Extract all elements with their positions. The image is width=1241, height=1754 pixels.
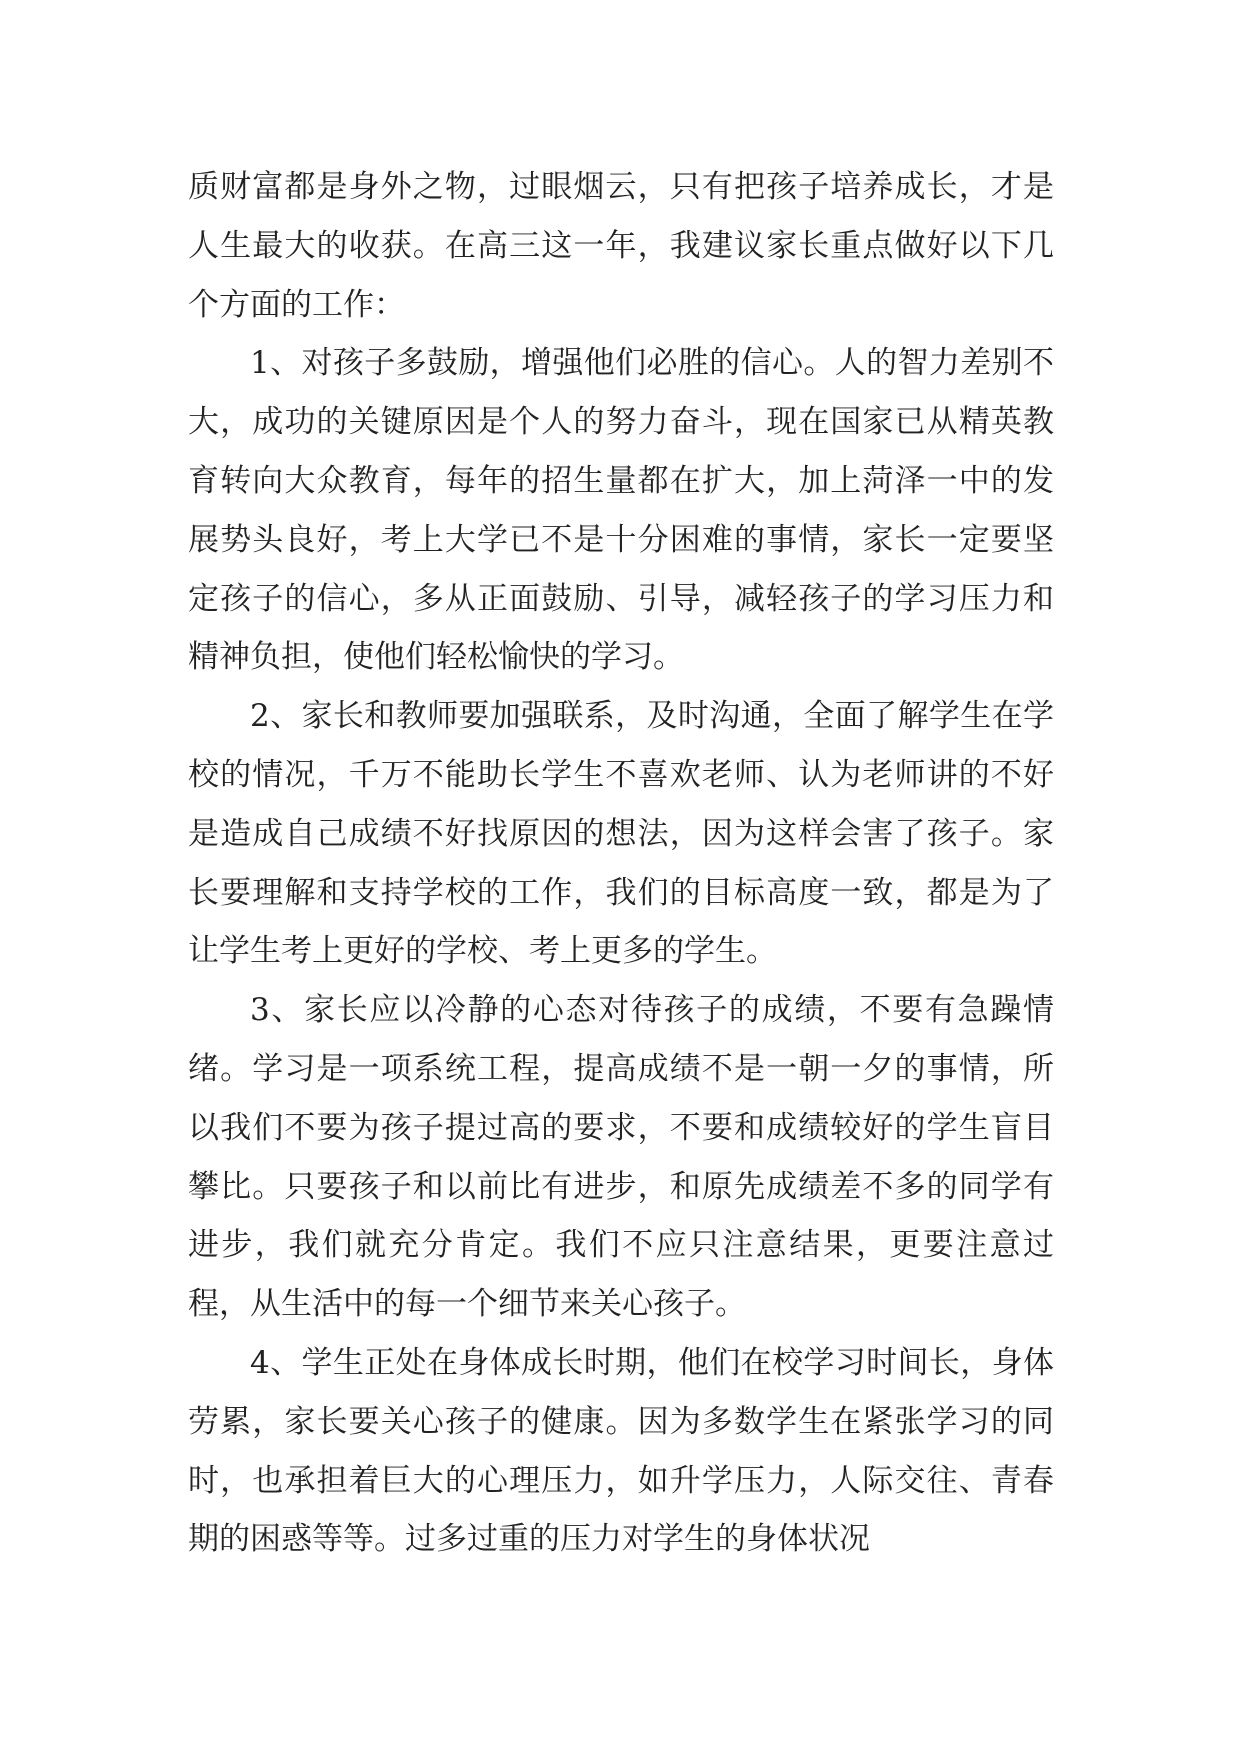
paragraph-item-2: 2、家长和教师要加强联系，及时沟通，全面了解学生在学校的情况，千万不能助长学生不喜欢老师、认为老师讲的不好是造成自己成绩不好找原因的想法，因为这样会害了孩子。家长要理解和支持学校的工作，我们的目标高度一致，都是为了让学生考上更好的学校、考上更多的学生。 xyxy=(188,698,1054,970)
paragraph-item-4: 4、学生正处在身体成长时期，他们在校学习时间长，身体劳累，家长要关心孩子的健康。因为多数学生在紧张学习的同时，也承担着巨大的心理压力，如升学压力，人际交往、青春期的困惑等等。过多过重的压力对学生的身体状况 xyxy=(188,1344,1054,1558)
paragraph-continuation: 质财富都是身外之物，过眼烟云，只有把孩子培养成长，才是人生最大的收获。在高三这一年，我建议家长重点做好以下几个方面的工作： xyxy=(188,169,1054,323)
document-page xyxy=(188,158,1054,1569)
paragraph-item-3: 3、家长应以冷静的心态对待孩子的成绩，不要有急躁情绪。学习是一项系统工程，提高成绩不是一朝一夕的事情，所以我们不要为孩子提过高的要求，不要和成绩较好的学生盲目攀比。只要孩子和以前比有进步，和原先成绩差不多的同学有进步，我们就充分肯定。我们不应只注意结果，更要注意过程，从生活中的每一个细节来关心孩子。 xyxy=(188,992,1054,1323)
paragraph-item-1: 1、对孩子多鼓励，增强他们必胜的信心。人的智力差别不大，成功的关键原因是个人的努力奋斗，现在国家已从精英教育转向大众教育，每年的招生量都在扩大，加上菏泽一中的发展势头良好，考上大学已不是十分困难的事情，家长一定要坚定孩子的信心，多从正面鼓励、引导，减轻孩子的学习压力和精神负担，使他们轻松愉快的学习。 xyxy=(188,345,1054,676)
